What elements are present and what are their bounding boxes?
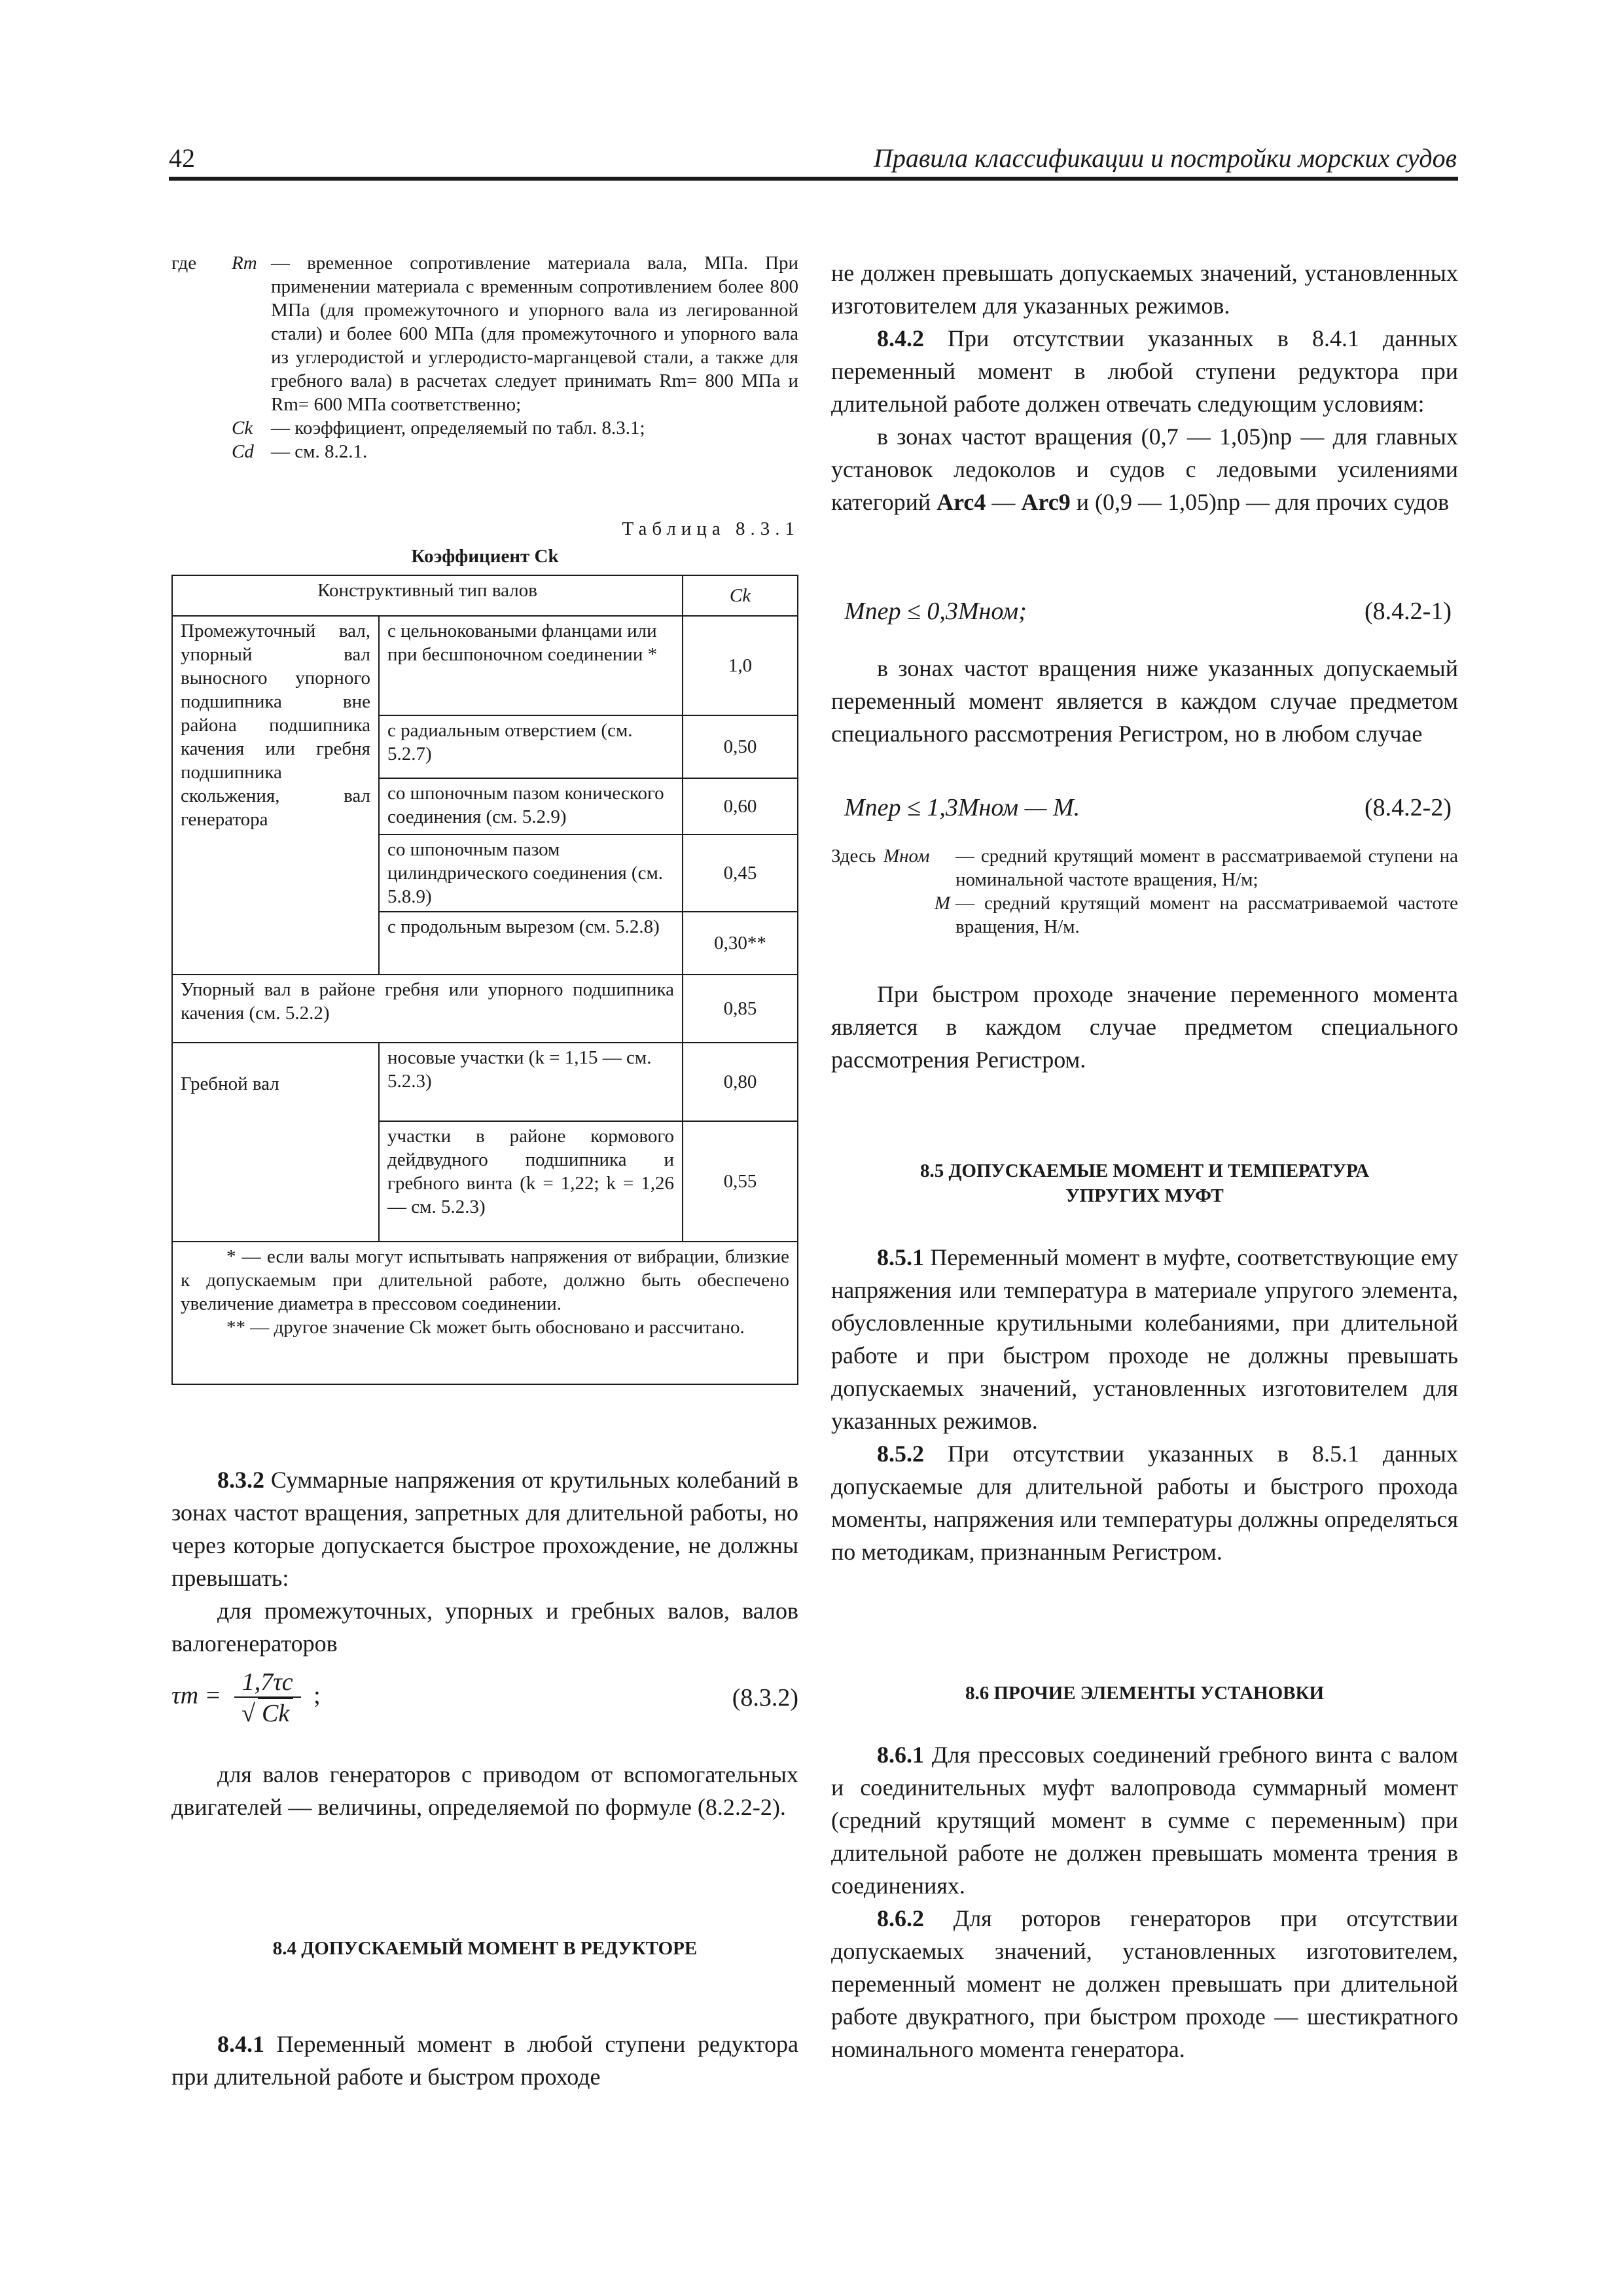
def-symbol: Cd — [232, 441, 254, 462]
table-cell-value: 1,0 — [683, 616, 798, 715]
table-group-intermediate: Промежуточный вал, упорный вал выносного упорного подшипника вне района подшипника качения или гребня подшипника скольжения, вал генератора — [172, 616, 379, 975]
table-row-thrust: Упорный вал в районе гребня или упорного подшипника качения (см. 5.2.2) — [172, 975, 683, 1043]
paragraph-8-5-1: 8.5.1 Переменный момент в муфте, соответствующие ему напряжения или температура в материале упругого элемента, обусловленные крутильными колебаниями, при длительной работе и при быстром проходе не должны превышать допускаемых значений, установленных изготовителем для указанных режимов. — [831, 1244, 1458, 1434]
formula-8-3-2: τт = $\frac{1,7\tau c}{√ Ck}$ ; (8.3.2) — [171, 1668, 798, 1727]
def-text: — см. 8.2.1. — [271, 441, 368, 462]
heading-8-6: 8.6 ПРОЧИЕ ЭЛЕМЕНТЫ УСТАНОВКИ — [965, 1683, 1325, 1704]
paragraph-8-6-2: 8.6.2 Для роторов генераторов при отсутствии допускаемых значений, установленных изготовителем, переменный момент не должен превышать при длительной работе двукратного, при быстром проходе — шестикратного номинального момента генератора. — [831, 1905, 1459, 2062]
running-title: Правила классификации и постройки морских судов — [873, 143, 1457, 173]
page-number: 42 — [169, 143, 195, 173]
header-rule — [169, 177, 1458, 181]
heading-8-4: 8.4 ДОПУСКАЕМЫЙ МОМЕНТ В РЕДУКТОРЕ — [272, 1938, 698, 1959]
table-cell-desc: со шпоночным пазом цилиндрического соединения (см. 5.8.9) — [379, 834, 683, 912]
def-symbol: Mном — [883, 846, 930, 867]
paragraph-fast-pass: При быстром проходе значение переменного момента является в каждом случае предметом специального рассмотрения Регистром. — [831, 981, 1458, 1073]
definitions-8-4-2 — [831, 844, 1458, 939]
table-cell-value: 0,30** — [683, 912, 798, 975]
table-group-propeller: Гребной вал — [172, 1043, 379, 1242]
formula-lhs: τт = — [171, 1681, 222, 1710]
paragraph-8-6-1: 8.6.1 Для прессовых соединений гребного винта с валом и соединительных муфт валопровода суммарный момент (средний крутящий момент в сумме с переменным) при длительной работе не должен превышать момента трения в соединениях. — [831, 1742, 1458, 1899]
def-symbol: M — [934, 893, 950, 914]
where-label: где — [171, 253, 197, 274]
table-cell-desc: с цельноковаными фланцами или при бесшпоночном соединении * — [379, 616, 683, 715]
def-text: — коэффициент, определяемый по табл. 8.3.1; — [271, 418, 645, 439]
table-notes — [172, 1242, 798, 1384]
table-header-type: Конструктивный тип валов — [172, 575, 683, 616]
table-note-1: * — если валы могут испытывать напряжения от вибрации, близкие к допускаемым при длительной работе, должно быть обеспечено увеличение диаметра в прессовом соединении. — [181, 1246, 789, 1314]
table-cell-value: 0,80 — [683, 1043, 798, 1121]
table-cell-value: 0,60 — [683, 778, 798, 834]
paragraph-8-3-2c: для валов генераторов с приводом от вспомогательных двигателей — величины, определяемой по формуле (8.2.2-2). — [171, 1761, 798, 1820]
section-8-6 — [831, 1738, 1458, 2066]
coefficient-table — [171, 575, 798, 1385]
section-8-4-2 — [831, 257, 1458, 518]
table-note-2: ** — другое значение Ck может быть обосновано и рассчитано. — [226, 1317, 745, 1338]
paragraph-8-3-2: 8.3.2 Суммарные напряжения от крутильных колебаний в зонах частот вращения, запретных для длительной работы, но через которые допускается быстрое прохождение, не должны превышать: — [171, 1467, 798, 1591]
paragraph-8-4-2: 8.4.2 При отсутствии указанных в 8.4.1 данных переменный момент в любой ступени редуктора при длительной работе должен отвечать следующим условиям: — [831, 325, 1458, 417]
table-header-ck: Ck — [683, 575, 798, 616]
table-cell-desc: с продольным вырезом (см. 5.2.8) — [379, 912, 683, 975]
section-8-5 — [831, 1241, 1458, 1568]
def-text: — средний крутящий момент на рассматриваемой частоте вращения, Н/м. — [955, 893, 1458, 937]
paragraph-8-4-2c: в зонах частот вращения ниже указанных допускаемый переменный момент является в каждом случае предметом специального рассмотрения Регистром, но в любом случае — [831, 655, 1458, 747]
table-cell-desc: носовые участки (k = 1,15 — см. 5.2.3) — [379, 1043, 683, 1121]
table-cell-value: 0,45 — [683, 834, 798, 912]
paragraph-8-4-2b: в зонах частот вращения (0,7 — 1,05)np — для главных установок ледоколов и судов с ледовыми усилениями категорий Arc4 — Arc9 и (0,9 — 1,05)np — для прочих судов — [831, 423, 1458, 515]
table-label: Таблица 8.3.1 — [622, 518, 800, 539]
section-8-4-1: 8.4.1 Переменный момент в любой ступени редуктора при длительной работе и быстром проходе — [171, 2031, 799, 2090]
paragraph-8-3-2b: для промежуточных, упорных и гребных валов, валов валогенераторов — [171, 1598, 798, 1657]
paragraph-continuation: не должен превышать допускаемых значений, установленных изготовителем для указанных режимов. — [831, 260, 1458, 319]
definitions-block — [171, 251, 798, 463]
table-title: Коэффициент Ck — [411, 546, 559, 567]
defs-label: Здесь — [831, 846, 876, 867]
section-8-3-2 — [171, 1463, 798, 1660]
formula-ref: (8.3.2) — [732, 1684, 798, 1712]
heading-8-5: 8.5 ДОПУСКАЕМЫЕ МОМЕНТ И ТЕМПЕРАТУРА УПРУГИХ МУФТ — [919, 1160, 1370, 1206]
table-cell-value: 0,85 — [683, 975, 798, 1043]
formula-8-4-2-1: Mпер ≤ 0,3Mном; (8.4.2-1) — [844, 598, 1452, 625]
paragraph-8-5-2: 8.5.2 При отсутствии указанных в 8.5.1 данных допускаемые для длительной работы и быстрого прохода моменты, напряжения или температуры должны определяться по методикам, признанным Регистром. — [831, 1441, 1458, 1565]
formula-8-4-2-2: Mпер ≤ 1,3Mном — M. (8.4.2-2) — [844, 794, 1452, 821]
table-cell-desc: со шпоночным пазом конического соединения (см. 5.2.9) — [379, 778, 683, 834]
table-cell-desc: участки в районе кормового дейдвудного подшипника и гребного винта (k = 1,22; k = 1,26 — см. 5.2.3) — [379, 1121, 683, 1242]
def-text: — временное сопротивление материала вала, МПа. При применении материала с временным сопротивлением более 800 МПа (для промежуточного и упорного вала из легированной стали) и более 600 МПа (для промежуточного и упорного вала из углеродистой и углеродисто-марганцевой стали, а также для гребного вала) в расчетах следует принимать Rm= 800 МПа и Rm= 600 МПа соответственно; — [271, 253, 798, 415]
def-symbol: Ck — [232, 418, 253, 439]
table-cell-desc: с радиальным отверстием (см. 5.2.7) — [379, 715, 683, 778]
table-cell-value: 0,55 — [683, 1121, 798, 1242]
table-cell-value: 0,50 — [683, 715, 798, 778]
formula-fraction: $\frac{1,7\tau c}{√ Ck}$ — [234, 1668, 301, 1728]
def-text: — средний крутящий момент в рассматриваемой ступени на номинальной частоте вращения, Н/м; — [955, 846, 1458, 890]
def-symbol: Rm — [232, 253, 257, 274]
